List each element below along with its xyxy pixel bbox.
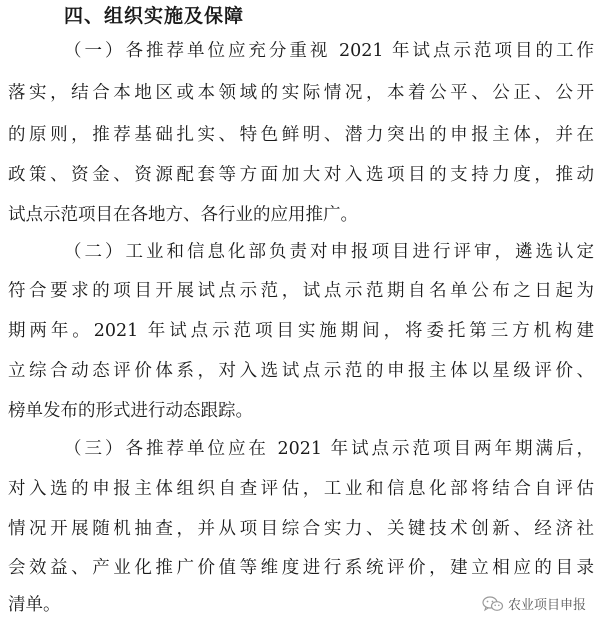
watermark (478, 592, 590, 615)
paragraph-line: （一）各推荐单位应充分重视 2021 年试点示范项目的工作 (64, 41, 594, 61)
paragraph-line: 立综合动态评价体系，对入选试点示范的申报主体以星级评价、 (8, 361, 594, 381)
wechat-icon (482, 596, 504, 612)
paragraph-line: 政策、资金、资源配套等方面加大对入选项目的支持力度，推动 (8, 165, 594, 185)
paragraph-line: （三）各推荐单位应在 2021 年试点示范项目两年期满后， (64, 439, 594, 459)
watermark-text: 农业项目申报 (507, 598, 586, 613)
paragraph-line: 试点示范项目在各地方、各行业的应用推广。 (8, 205, 358, 225)
paragraph-line: 期两年。2021 年试点示范项目实施期间，将委托第三方机构建 (8, 321, 594, 341)
paragraph-line: （二）工业和信息化部负责对申报项目进行评审，遴选认定 (64, 242, 594, 262)
paragraph-line: 清单。 (8, 595, 61, 615)
section-heading: 四、组织实施及保障 (64, 5, 245, 27)
paragraph-line: 落实，结合本地区或本领域的实际情况，本着公平、公正、公开 (8, 83, 594, 103)
paragraph-line: 榜单发布的形式进行动态跟踪。 (8, 401, 253, 421)
paragraph-line: 会效益、产业化推广价值等维度进行系统评价，建立相应的目录 (8, 558, 594, 578)
paragraph-line: 的原则，推荐基础扎实、特色鲜明、潜力突出的申报主体，并在 (8, 125, 594, 145)
paragraph-line: 对入选的申报主体组织自查评估，工业和信息化部将结合自评估 (8, 479, 594, 499)
paragraph-line: 符合要求的项目开展试点示范，试点示范期自名单公布之日起为 (8, 281, 594, 301)
paragraph-line: 情况开展随机抽查，并从项目综合实力、关键技术创新、经济社 (8, 519, 594, 539)
